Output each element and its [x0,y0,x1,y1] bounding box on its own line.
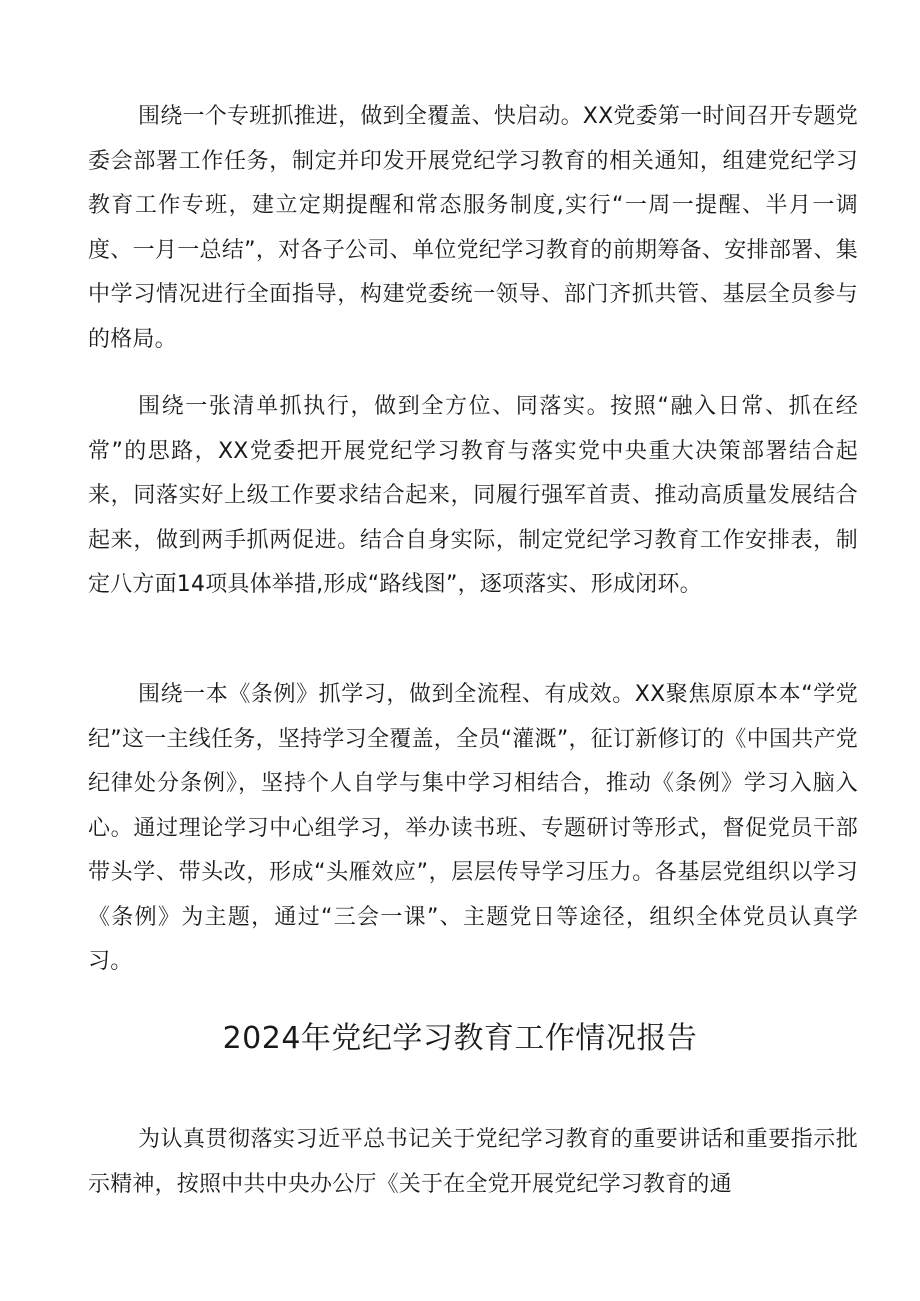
body-paragraph-3: 围绕一本《条例》抓学习，做到全流程、有成效。XX聚焦原原本本“学党纪”这一主线任务，坚持学习全覆盖，全员“灌溉”，征订新修订的《中国共产党纪律处分条例》，坚持个人自学与集中学习相结合，推动《条例》学习入脑入心。通过理论学习中心组学习，举办读书班、专题研讨等形式，督促党员干部带头学、带头改，形成“头雁效应”，层层传导学习压力。各基层党组织以学习《条例》为主题，通过“三会一课”、主题党日等途径，组织全体党员认真学习。 [88,682,858,974]
report-title: 2024年党纪学习教育工作情况报告 [222,1021,698,1056]
intro-paragraph: 为认真贯彻落实习近平总书记关于党纪学习教育的重要讲话和重要指示批示精神，按照中共中央办公厅《关于在全党开展党纪学习教育的通 [88,1127,858,1197]
body-paragraph-1: 围绕一个专班抓推进，做到全覆盖、快启动。XX党委第一时间召开专题党委会部署工作任务，制定并印发开展党纪学习教育的相关通知，组建党纪学习教育工作专班，建立定期提醒和常态服务制度,实行“一周一提醒、半月一调度、一月一总结”，对各子公司、单位党纪学习教育的前期筹备、安排部署、集中学习情况进行全面指导，构建党委统一领导、部门齐抓共管、基层全员参与的格局。 [88,104,858,352]
body-paragraph-2: 围绕一张清单抓执行，做到全方位、同落实。按照“融入日常、抓在经常”的思路，XX党委把开展党纪学习教育与落实党中央重大决策部署结合起来，同落实好上级工作要求结合起来，同履行强军首责、推动高质量发展结合起来，做到两手抓两促进。结合自身实际，制定党纪学习教育工作安排表，制定八方面14项具体举措,形成“路线图”，逐项落实、形成闭环。 [88,394,858,597]
